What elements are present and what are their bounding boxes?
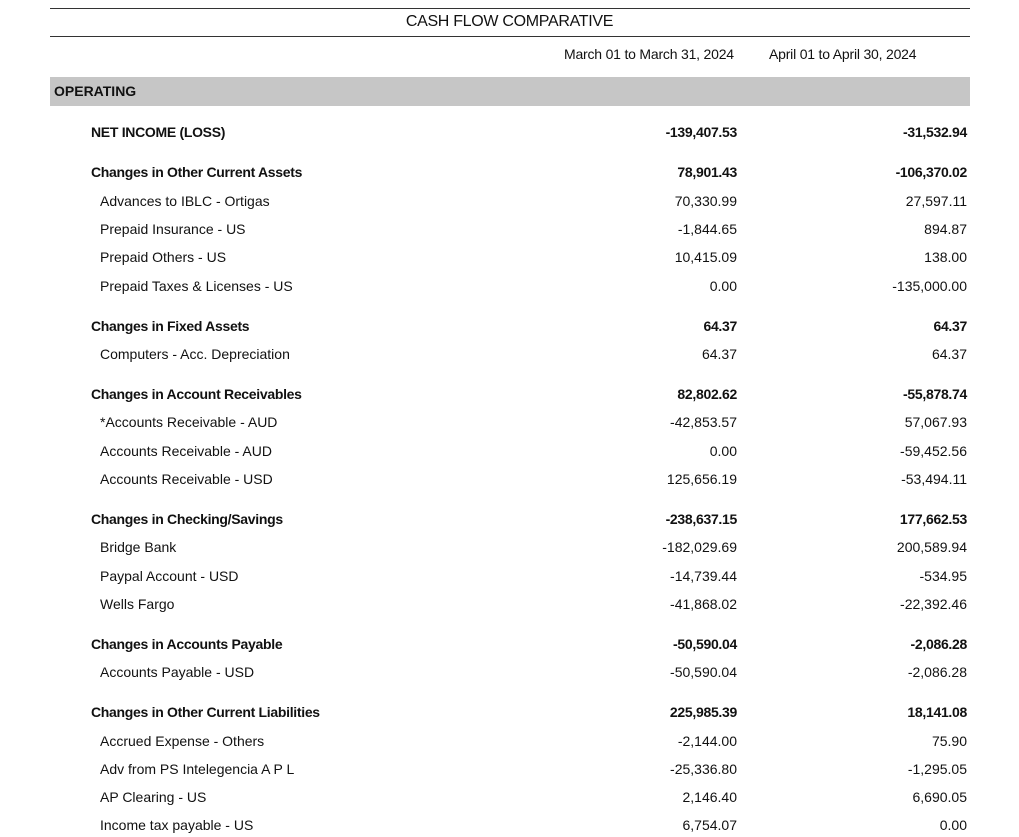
row-label: Computers - Acc. Depreciation: [100, 346, 290, 362]
march-value: 0.00: [709, 278, 737, 294]
row-label: Changes in Accounts Payable: [91, 636, 283, 652]
account-row: [0, 414, 1019, 434]
report-title: CASH FLOW COMPARATIVE: [405, 13, 614, 30]
account-row: [0, 193, 1019, 213]
april-value: 6,690.05: [912, 789, 967, 805]
april-value: -2,086.28: [910, 636, 967, 652]
account-row: [0, 664, 1019, 684]
april-value: -106,370.02: [895, 164, 967, 180]
row-label: Accrued Expense - Others: [100, 733, 265, 749]
row-label: Prepaid Insurance - US: [100, 221, 246, 237]
account-row: [0, 443, 1019, 463]
row-label: Accounts Payable - USD: [100, 664, 255, 680]
row-label: Accounts Receivable - USD: [100, 471, 273, 487]
april-value: -2,086.28: [907, 664, 967, 680]
april-value: -22,392.46: [900, 596, 967, 612]
account-row: [0, 761, 1019, 781]
row-label: Changes in Fixed Assets: [91, 318, 250, 334]
account-row: [0, 817, 1019, 837]
row-label: Prepaid Others - US: [100, 249, 227, 265]
march-value: 6,754.07: [682, 817, 737, 833]
row-label: Wells Fargo: [100, 596, 175, 612]
column-header-april: April 01 to April 30, 2024: [769, 46, 917, 62]
account-row: [0, 789, 1019, 809]
row-label: Changes in Checking/Savings: [91, 511, 283, 527]
account-row: [0, 539, 1019, 559]
march-value: 82,802.62: [677, 386, 737, 402]
march-value: -50,590.04: [670, 664, 737, 680]
april-value: -59,452.56: [900, 443, 967, 459]
march-value: -25,336.80: [670, 761, 737, 777]
row-label: Accounts Receivable - AUD: [100, 443, 272, 459]
april-value: 18,141.08: [907, 704, 967, 720]
row-label: Adv from PS Intelegencia A P L: [100, 761, 295, 777]
account-row: [0, 568, 1019, 588]
april-value: 75.90: [931, 733, 967, 749]
row-label: Prepaid Taxes & Licenses - US: [100, 278, 293, 294]
march-value: 70,330.99: [674, 193, 737, 209]
april-value: 177,662.53: [899, 511, 967, 527]
column-header-march: March 01 to March 31, 2024: [564, 46, 734, 62]
group-total-row: [0, 636, 1019, 656]
top-rule: [50, 8, 970, 9]
march-value: 2,146.40: [682, 789, 737, 805]
group-total-row: [0, 386, 1019, 406]
april-value: -31,532.94: [903, 124, 967, 140]
section-label: OPERATING: [54, 83, 137, 99]
row-label: NET INCOME (LOSS): [91, 124, 226, 140]
march-value: -42,853.57: [670, 414, 737, 430]
april-value: -135,000.00: [892, 278, 967, 294]
account-row: [0, 221, 1019, 241]
row-label: *Accounts Receivable - AUD: [100, 414, 278, 430]
account-row: [0, 346, 1019, 366]
april-value: 894.87: [924, 221, 967, 237]
march-value: 0.00: [709, 443, 737, 459]
march-value: -50,590.04: [673, 636, 737, 652]
account-row: [0, 249, 1019, 269]
account-row: [0, 596, 1019, 616]
march-value: 64.37: [701, 346, 737, 362]
march-value: -182,029.69: [662, 539, 737, 555]
row-label: Paypal Account - USD: [100, 568, 239, 584]
account-row: [0, 733, 1019, 753]
account-row: [0, 471, 1019, 491]
march-value: -41,868.02: [670, 596, 737, 612]
group-total-row: [0, 704, 1019, 724]
section-header-operating: [50, 77, 970, 106]
row-label: Bridge Bank: [100, 539, 177, 555]
row-label: Income tax payable - US: [100, 817, 254, 833]
march-value: 10,415.09: [674, 249, 737, 265]
account-row: [0, 278, 1019, 298]
april-value: -55,878.74: [903, 386, 967, 402]
march-value: -1,844.65: [677, 221, 737, 237]
title-rule: [50, 36, 970, 37]
april-value: 57,067.93: [904, 414, 967, 430]
april-value: 64.37: [931, 346, 967, 362]
group-total-row: [0, 511, 1019, 531]
march-value: 64.37: [703, 318, 737, 334]
april-value: 64.37: [933, 318, 967, 334]
march-value: 125,656.19: [666, 471, 737, 487]
row-label: Changes in Other Current Liabilities: [91, 704, 320, 720]
group-total-row: [0, 318, 1019, 338]
april-value: 200,589.94: [896, 539, 967, 555]
april-value: -1,295.05: [907, 761, 967, 777]
april-value: -534.95: [919, 568, 967, 584]
row-label: Changes in Account Receivables: [91, 386, 302, 402]
row-label: Changes in Other Current Assets: [91, 164, 303, 180]
april-value: -53,494.11: [901, 471, 967, 487]
row-label: AP Clearing - US: [100, 789, 207, 805]
april-value: 138.00: [924, 249, 967, 265]
april-value: 27,597.11: [905, 193, 967, 209]
row-label: Advances to IBLC - Ortigas: [100, 193, 270, 209]
march-value: -139,407.53: [665, 124, 737, 140]
march-value: 78,901.43: [677, 164, 737, 180]
april-value: 0.00: [939, 817, 967, 833]
group-total-row: [0, 164, 1019, 184]
group-total-row: [0, 124, 1019, 144]
march-value: -238,637.15: [665, 511, 737, 527]
march-value: -2,144.00: [677, 733, 737, 749]
march-value: 225,985.39: [669, 704, 737, 720]
march-value: -14,739.44: [670, 568, 737, 584]
